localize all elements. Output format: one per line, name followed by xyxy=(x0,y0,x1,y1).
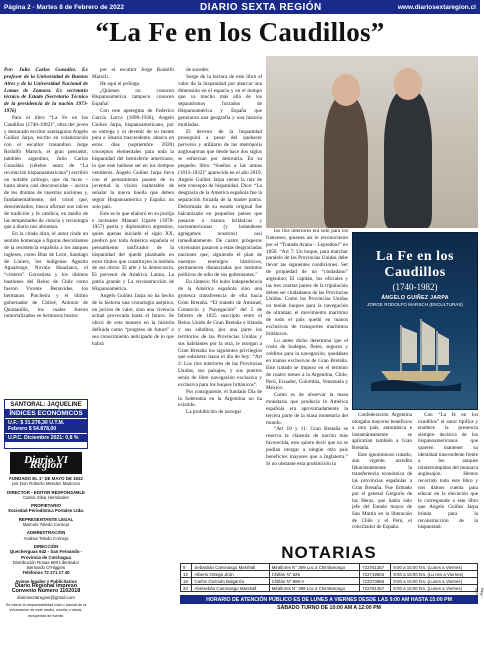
paragraph: por el escultor Jorge Rodolfo Marsch. xyxy=(92,67,174,80)
paragraph: El devenir de la hispanidad proseguirá a pesar del quehacer perverso y utilitario de las metrópolis anglosajonas que desde hace dos siglos se esfuerzan por destruirla. En su pequeño libro “Sueños a las armas (1813-1832)” aparecido en el año 2019, Angelo Guiñez Jarpa siente la raíz de este concepto de hispanidad. Dice: “La desgracia de la América española fue la separación forzada de la madre patria. Deformada de su estado original fue balcanizada en pequeños países que pasaron a manos británicas y norteamericanas (y holandeses agregamos nosotros) casi inmediatamente. De cuatro prósperos virreinatos pasaron a estas desgraciadas naciones que, siguiendo el plan de nuestros enemigos históricos, permanecen distanciadas por instintos políticos de odio de sus gobernantes.” xyxy=(178,128,262,279)
owner-name: Sociedad Periodística Portales Ltda. xyxy=(8,508,84,514)
table-cell: 20 xyxy=(181,585,192,592)
book-author: ÁNGELO GUIÑEZ JARPA xyxy=(381,295,449,301)
page-header-bar xyxy=(0,0,480,14)
table-row xyxy=(181,564,478,571)
table-cell: 722719604 xyxy=(360,571,391,578)
paragraph: En síntesis: No hubo independencia de la América española sino una grotesca transferencia de ella hacia Gran Bretaña. “El tratado de Amistad, Comercio y Navegación” del 2 de febrero de 1825 suscripto entre el Reino Unido de Gran Bretaña e Irlanda y sus súbditos, por una parte los territorios de las Provincias Unidas y sus habitantes por la otra, le otorgan a Gran Bretaña los siguientes privilegios que subsisten hasta el día de hoy: “Art 2: Los ríos interiores de las Provincias Unidas, sus paisajes, y sus puertos serán de libre navegación exclusiva y exclusiva para los buques británicos”. xyxy=(178,279,262,388)
ship-illustration-icon xyxy=(371,311,461,391)
book-cover-image xyxy=(352,232,478,410)
table-cell: 12 xyxy=(181,571,192,578)
table-row xyxy=(181,571,478,578)
paragraph: Para el libro “La Fe en los Caudillos (1740-1982)”, obra del joven y destacado escritor santiaguino Angelo Guiñez Jarpa, escrito en colaboración con el escultor trasandino Jorge Rodolfo Marsch, el gran pensador, también argentino, Julio Carlos González (célebre autor de “La revolución hispanoamericana”) escribió un notable prólogo, que da luces – hasta ahora casi desconocidas – acerca de los dramas de nuestras naciones y, fundamentalmente, del crisol que, desorientados, busca afirmar sus raíces de tradición y fe católica, en medio de las tempestades de ciencia y tecnología que a diario nos abruman. xyxy=(4,114,88,231)
rep-name: Marcelo Toledo Cornejo xyxy=(22,522,70,528)
article-column-2 xyxy=(92,67,174,537)
paragraph: He aquí el prólogo. xyxy=(100,80,141,87)
ads-label: Avisos legales y Publicitarios xyxy=(15,578,77,584)
masthead xyxy=(4,452,88,668)
table-cell: Mirallores N° 399 Loc.4 Chimbarongo xyxy=(269,585,359,592)
paragraph: ¿Quienes no conocen Hispanoamérica tampoco conocen España! xyxy=(92,87,174,108)
paper-logo: Diario VI Región xyxy=(10,452,82,474)
admin-name: Andrea Toledo Cornejo xyxy=(23,535,69,541)
indicator-row: U.F.: $ 31.276,30 U.T.M. Febrero $ 54.878,00 xyxy=(5,419,87,433)
table-row xyxy=(181,578,478,585)
table-cell: Abelsebán Caminasgo Marshall xyxy=(192,585,269,592)
director-name: Carlos Silva Hernández xyxy=(22,494,70,500)
rep-label: REPRESENTANTE LEGAL xyxy=(18,516,74,522)
email-link[interactable]: diariosextaregion@gmail.com xyxy=(17,594,75,600)
article-column-1 xyxy=(4,67,88,395)
indicators-title: ÍNDICES ECONÓMICOS xyxy=(5,409,87,418)
table-cell: Mirallores N° 399 Loc.4 Chimbarongo xyxy=(269,564,359,571)
paragraph: Surge de la lectura de este libro el valor de la hispanidad por abarcar una dimensión en el espacio y en el tiempo que va mucho más allá de los separatismos forzados de Hispanoamérica y España que generaron una geografía y una historia mutiladas. xyxy=(178,73,262,128)
book-caption-columns xyxy=(352,412,478,540)
table-cell: 9:00 a 15:00 hrs. (Lunes a Viernes) xyxy=(391,578,478,585)
table-row xyxy=(181,585,478,592)
notarias-table xyxy=(180,563,478,592)
notarias-title: NOTARIAS xyxy=(281,543,377,562)
address: Quecherguas 642 - San Fernando - Provincia de Colchagua xyxy=(9,549,83,560)
paragraph: En la citada obra, el autor rinde un sentido homenaje a figuras descollantes de la resistencia española a los ataques ingleses, como Blas de Lezo, Santiago de Liniers, los indígenas Agustín Agualongo, Novala Huachaca, el “cristero” Gorostieta y los últimos bastiones del Reino de Chile como fueron Vicente Benavides, los hermanos Pincheira y el último gobernador de Chiloé, Antonio de Quintanilla, los cuales fueron inmortalizados en hermosos bustos xyxy=(4,231,88,320)
person-figure xyxy=(324,96,368,228)
book-years: (1740-1982) xyxy=(392,282,438,292)
table-cell: 722761357 xyxy=(360,585,391,592)
distribution: Distribución Rosas 660 Libertador Bernardo O'Higgins xyxy=(12,559,80,571)
address-label: DIRECCIÓN xyxy=(33,543,59,549)
table-cell: Chillán N° 625 xyxy=(269,571,359,578)
economic-indicators-box xyxy=(4,399,88,449)
paragraph: Angelo Guiñez Jarpa no ha hecho de la historia una cronología aséptica, un juicios de valor, sino una vivencia actual provocada hasta el futuro. Se ubicó de esta manera en la historia definida como “progreso de futuro” o sea conocimiento anticipado de lo que habrá xyxy=(92,292,174,347)
book-coauthor: JORGE RODOLFO MARSCH (ESCULTURAS) xyxy=(367,302,463,307)
paragraph: Con “La fe en los caudillos” el autor tipifica y enaltece la presencia siempre decisiva de los hispanoamericanos que quieren mantener su identidad trascendente frente a los ataques ininterrumpidos del monarca anglosajón. Hemos recorrido todo este libro y nos damos cuenta para educar en la elevación que le corresponde a este libro que Angelo Guiñez Jarpa brinda para la reconstrucción de la hispanidad. xyxy=(418,412,478,531)
paragraph: Por consiguiente, el fundado Día de la Soberanía en la Argentina no ha existido. xyxy=(178,388,262,409)
headline: “La Fe en los Caudillos” xyxy=(95,17,385,47)
saturday-hours: SÁBADO TURNO DE 10:00 AM A 12:00 PM xyxy=(277,605,381,611)
table-cell: Alberto Ortega Jirón xyxy=(192,571,269,578)
disclaimer: Se exime la responsabilidad total o parcial de la información de este medio, escrita o visual, incluyendo de fuente. xyxy=(5,602,87,618)
table-cell: 722373866 xyxy=(360,578,391,585)
table-cell: Sebastián Caminasgo Marshall xyxy=(192,564,269,571)
caption-col-right xyxy=(418,412,478,531)
table-cell: 722761357 xyxy=(360,564,391,571)
page-label: Página 2 - Martes 8 de Febrero de 2022 xyxy=(4,3,124,11)
book-title: La Fe en los Caudillos xyxy=(376,249,454,280)
table-cell: 9:00 a 15:00 hrs. (Lunes a Viernes) xyxy=(391,564,478,571)
website-link[interactable]: www.diariosextaregion.cl xyxy=(397,3,476,11)
paragraph: Como es de observar la masa monetaria que producía la América española era aproximadamente la tercera parte de la masa monetaria del mundo. xyxy=(266,392,348,426)
paragraph: “Art 10 y 11: Gran Bretaña se reserva la cláusula de nación más favorecida, esto quiere decir que no se podían otorgar a ningún otro país beneficios mayores que a Inglaterra.” Si no obstante esta prohibición la xyxy=(266,426,348,467)
founder-line: por Don Roberto Mendez Mancera xyxy=(12,481,80,487)
paper-name: DIARIO SEXTA REGIÓN xyxy=(200,1,322,13)
paragraph: Lo antes dicho determina que el costo de bodegas, fletes, seguros y créditos para la navegación, quedaban en manos exclusivas de Gran Bretaña. Este tratado se impuso en el término de cuatro meses a la Argentina, Chile, Perú, Ecuador, Colombia, Venezuela y México. xyxy=(266,337,348,392)
paragraph: Este ignominioso tratado, aún vigente, acredita fehacientemente la transferencia económica de las provincias españolas a Gran Bretaña. Fue firmado por el general Gregorio de las Heras, que había sido jefe del Estado mayor de San Martín en la liberación de Chile y el Perú, el conciliador de España. xyxy=(352,451,412,531)
paragraph: de suceder. xyxy=(186,67,210,73)
byline: Por: Julio Carlos González. Ex profesor de la Universidad de Buenos Aires y de la Universidad Nacional de Lomas de Zamora. Ex secretario técnico de Estado (Secretario Técnico de la presidencia de la nación 1973-1976) xyxy=(4,67,88,115)
santoral: SANTORAL: JAQUELINE xyxy=(5,400,87,408)
ads-line: Diario Regional impreso Convenio Número 1102018 xyxy=(11,583,81,595)
article-column-3 xyxy=(178,67,262,537)
paragraph: Confederación Argentina otorgaba mayores beneficios a otro país, automática e instantáneamente se aplicarían también a Gran Bretaña. xyxy=(352,412,412,451)
hours-banner: HORARIO DE ATENCIÓN PÚBLICO ES DE LUNES A VIERNES DESDE LAS 9:00 AM HASTA 15:00 PM xyxy=(180,595,478,604)
notarias-section xyxy=(180,543,478,669)
founded-line: FUNDADO EL 1° DE MAYO DE 1922 xyxy=(9,476,83,481)
table-cell: 19 xyxy=(181,578,192,585)
paragraph: Con este apotegma de Federico García Lorca (1898-1936), Angelo Guiñez Jarpa, hispanoamericano, por su entrega y el devenir de su mente pura e idearia trascendente, abarca en estos días (septiembre 2020) conceptos elementales para toda la hispanidad del hemisferio americano, lo que este hubiese ser en los tiempos venideros. Angelo Guiñez Jarpa lleva con el pensamiento puente de su juventud la visión inalterable de señalar la nueva huella que deben seguir Hispanoamérica y España: un solo país. xyxy=(92,108,174,210)
side-note: mVRL - Pág. xyxy=(474,587,484,598)
director-label: DIRECTOR - EDITOR RESPONSABLE xyxy=(7,489,85,495)
person-figure xyxy=(384,90,432,228)
indicator-row: U.P.C. Diciembre 2021: 0,8 % xyxy=(5,434,87,442)
article-column-4 xyxy=(266,228,348,540)
paragraph: La prohibición de navegar xyxy=(186,409,242,416)
paragraph: los ríos interiores era solo para los franceses, quienes así lo reconocieron por el “Tratado Arana – Lepredour” en 1850. “Art 7: Un buque, para marchar paralelo de las Provincias Unidas debe llevar las siguientes condiciones: Ser de propiedad de un “ciudadano” argentino; El capitán, los oficiales y las tres cuartas partes de la tripulación deben ser ciudadanos de las Provincias Unidas. Como las Provincias Unidas no tenían buques para la navegación de ultramar, el movimiento marítimo de todo el país quedó en manos exclusivas de transportes marítimos británicos. xyxy=(266,228,348,337)
admin-label: ADMINISTRACIÓN xyxy=(26,530,66,536)
person-head xyxy=(332,74,360,106)
table-cell: 9:00 a 15:00 hrs. (Lunes a Viernes) xyxy=(391,585,478,592)
owner-label: PROPIETARIO xyxy=(31,503,61,509)
table-cell: Chillán N° 595-A xyxy=(269,578,359,585)
person-head xyxy=(394,68,422,100)
caption-col-left xyxy=(352,412,412,531)
paragraph: Este es lo que elaboró en su prolija e incesante Manuel Ugarte (1878-1957) patria y diplomático argentino, quien apenas iniciado el siglo XX, predicó por toda América española el pensamiento unificador de la hispanidad del quedó plasmado en estos títulos que constituyen la médula de sus obras: El arte y la democracia, El porvenir de América Latina, La patria grande y La reconstrucción de Hispanoamérica. xyxy=(92,210,174,292)
authors-photo xyxy=(266,56,478,228)
table-cell: 9:00 a 15:00 hrs. (Lu nes a Viernes) xyxy=(391,571,478,578)
phone: Teléfonos 72 271 17 40 xyxy=(22,570,70,576)
table-cell: Carlos Guzmán Balgarría xyxy=(192,578,269,585)
table-cell: 9 xyxy=(181,564,192,571)
